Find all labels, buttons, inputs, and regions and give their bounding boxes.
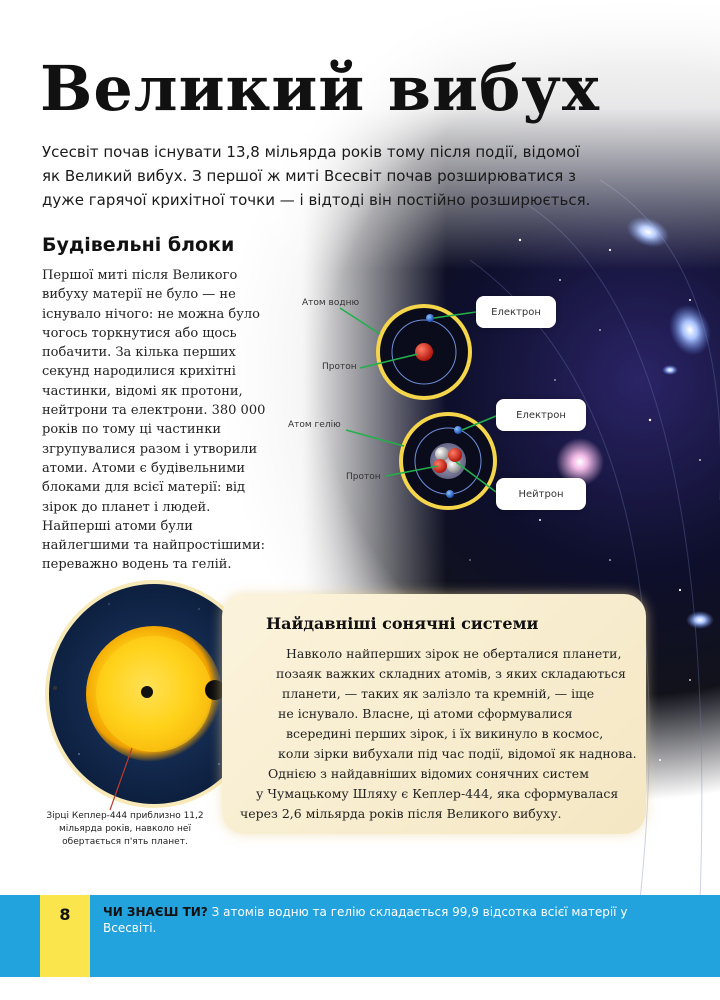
panel-line: позаяк важких складних атомів, з яких складаються (276, 666, 626, 681)
panel-line: у Чумацькому Шляху є Кеплер-444, яка сформувалася (256, 786, 619, 801)
caption-pointer-line (100, 740, 140, 820)
section-body: Першої миті після Великого вибуху матерії не було — не існувало нічого: не можна було чогось торкнутися або щось побачити. За кілька перших секунд народилися крихітні частинки, відомі як протони, нейтрони та електрони. 380 000 років по тому ці частинки згрупувалися разом і утворили атоми. Атоми є будівельними блоками для всієї матерії: від зірок до планет і людей. Найперші атоми були найлегшими та найпростішими: переважно водень та гелій. (42, 268, 266, 573)
panel-line: Навколо найперших зірок не оберталися планети, (286, 646, 622, 661)
helium-neutron-callout: Нейтрон (496, 478, 586, 510)
panel-line: всередині перших зірок, і їх викинуло в космос, (286, 726, 604, 741)
hydrogen-electron-callout: Електрон (476, 296, 556, 328)
section-heading: Будівельні блоки (42, 234, 235, 256)
panel-line: не існувало. Власне, ці атоми сформувалися (278, 706, 573, 721)
helium-atom-label: Атом гелію (288, 420, 341, 430)
panel-line: через 2,6 мільярда років після Великого вибуху. (240, 806, 562, 821)
page-title: Великий вибух (40, 52, 600, 125)
page-number: 8 (59, 905, 71, 924)
panel-title: Найдавніші сонячні системи (266, 614, 539, 633)
kepler-444-caption: Зірці Кеплер-444 приблизно 11,2 мільярда років, навколо неї обертається п'ять планет. (46, 811, 204, 847)
intro-paragraph: Усесвіт почав існувати 13,8 мільярда років тому після події, відомої як Великий вибух. З першої ж миті Всесвіт почав розширюватися з дуже гарячої крихітної точки — і відтоді він постійно розширюється. (42, 143, 591, 209)
helium-atom (401, 414, 495, 508)
did-you-know-label: ЧИ ЗНАЄШ ТИ? (103, 905, 208, 919)
did-you-know-text: З атомів водню та гелію складається 99,9 відсотка всієї матерії у Всесвіті. (103, 905, 628, 935)
panel-line: Однією з найдавніших відомих сонячних систем (268, 766, 589, 781)
panel-line: планети, — таких як залізло та кремній, — іще (282, 686, 595, 701)
panel-line: коли зірки вибухали під час події, відомої як наднова. (278, 746, 637, 761)
helium-proton-label: Протон (346, 472, 381, 482)
hydrogen-proton-label: Протон (322, 362, 357, 372)
hydrogen-atom-label: Атом водню (302, 298, 360, 308)
hydrogen-atom (378, 306, 470, 398)
helium-electron-callout: Електрон (496, 399, 586, 431)
did-you-know-fact (103, 904, 643, 936)
